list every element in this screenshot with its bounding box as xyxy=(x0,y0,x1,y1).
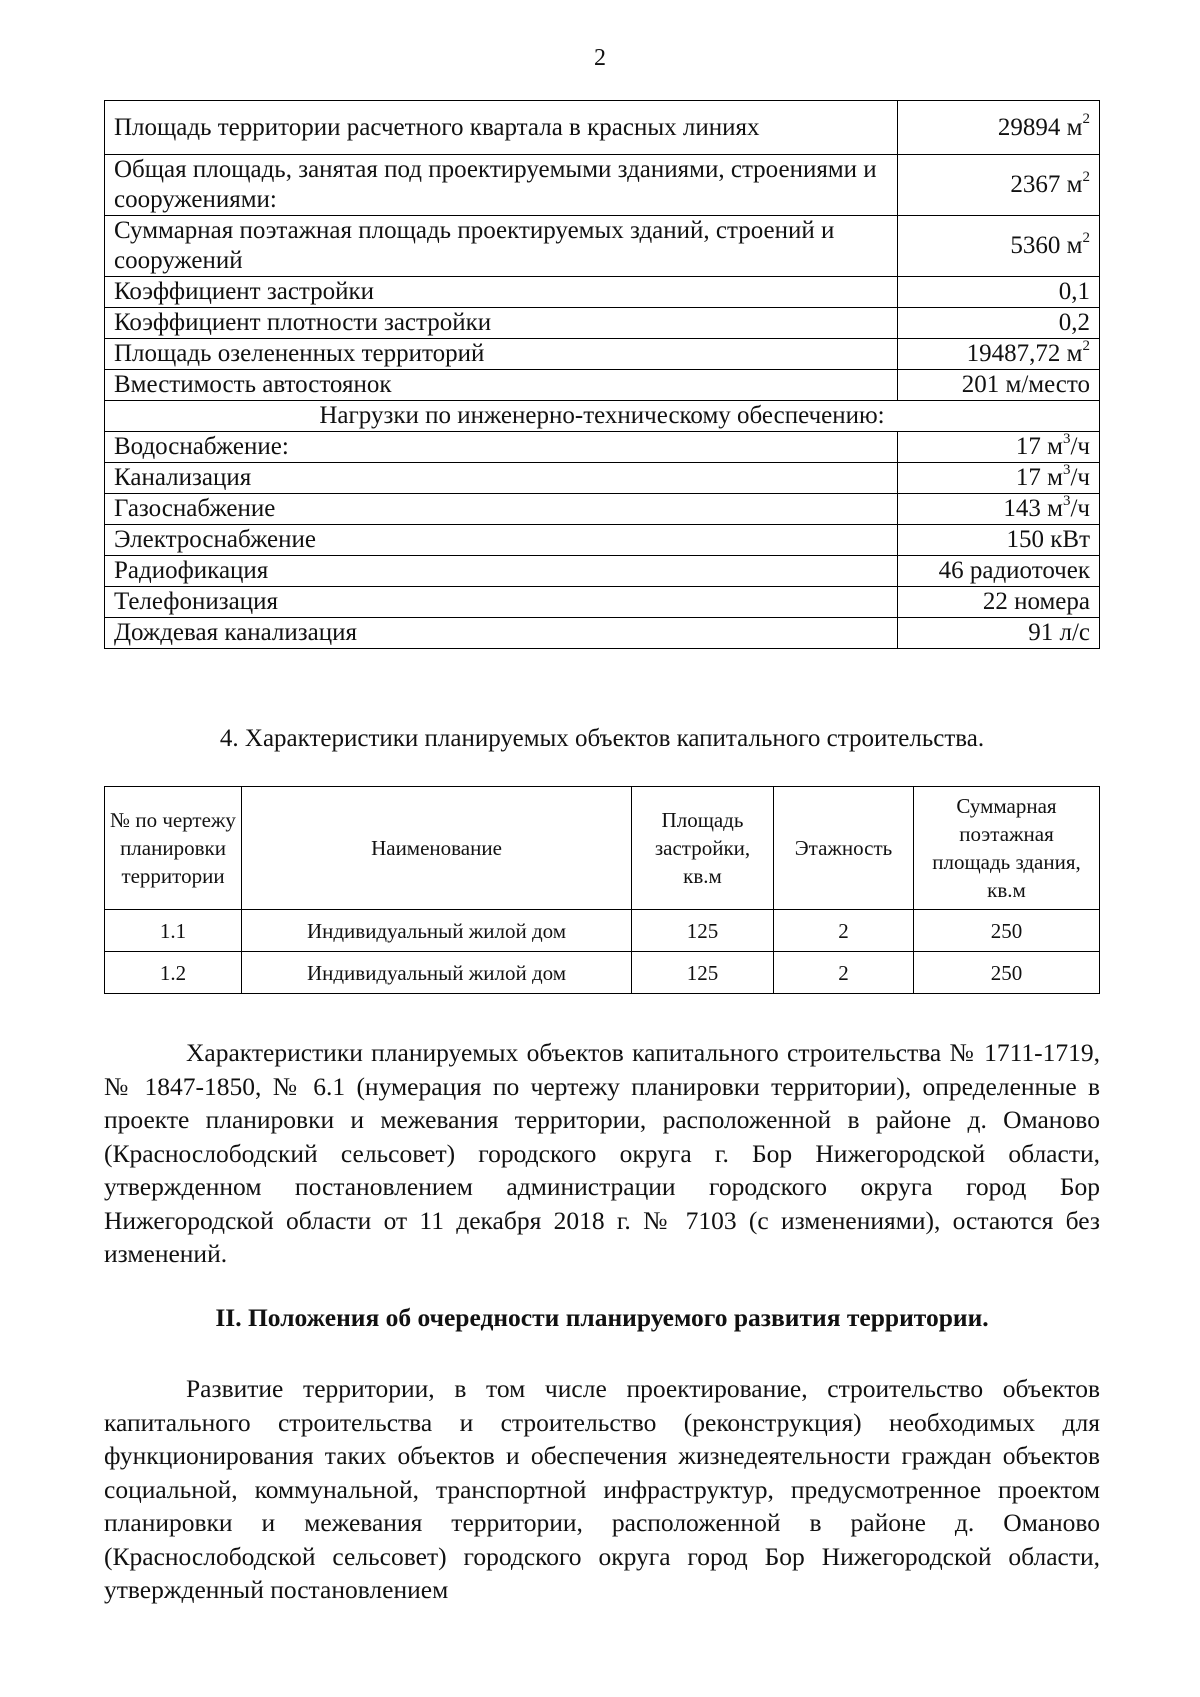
load-label: Газоснабжение xyxy=(105,494,898,525)
cell-area: 125 xyxy=(632,952,774,994)
cell-total-area: 250 xyxy=(914,910,1100,952)
table-row xyxy=(105,155,1100,216)
param-label: Площадь озелененных территорий xyxy=(105,339,898,370)
param-label: Коэффициент застройки xyxy=(105,277,898,308)
table-row xyxy=(105,101,1100,155)
param-value: 5360 $м^2$ xyxy=(898,216,1100,277)
load-value: 150 кВт xyxy=(898,525,1100,556)
cell-floors: 2 xyxy=(774,910,914,952)
cell-name: Индивидуальный жилой дом xyxy=(242,910,632,952)
cell-area: 125 xyxy=(632,910,774,952)
paragraph-characteristics: Характеристики планируемых объектов капитального строительства № 1711-1719, № 1847-1850, № 6.1 (нумерация по чертежу планировки территории), определенные в проекте планировки и межевания территории, расположенной в районе д. Омановo (Краснослободский сельсовет) городского округа г. Бор Нижегородской области, утвержденном постановлением администрации городского округа город Бор Нижегородской области от 11 декабря 2018 г. № 7103 (с изменениями), остаются без изменений. xyxy=(104,1038,1100,1268)
paragraph-development: Развитие территории, в том числе проектирование, строительство объектов капитального строительства и строительство (реконструкция) необходимых для функционирования таких объектов и обеспечения жизнедеятельности граждан объектов социальной, коммунальной, транспортной инфраструктур, предусмотренное проектом планировки и межевания территории, расположенной в районе д. Оманово (Краснослободской сельсовет) городского округа город Бор Нижегородской области, утвержденный постановлением xyxy=(104,1374,1100,1604)
load-value: 46 радиоточек xyxy=(898,556,1100,587)
table-row xyxy=(105,556,1100,587)
table-row xyxy=(105,910,1100,952)
load-label: Водоснабжение: xyxy=(105,432,898,463)
header-area: Площадь застройки, кв.м xyxy=(632,787,774,910)
table-header-row xyxy=(105,787,1100,910)
load-value: 91 л/с xyxy=(898,618,1100,649)
load-label: Электроснабжение xyxy=(105,525,898,556)
table-row xyxy=(105,618,1100,649)
table-row xyxy=(105,525,1100,556)
cell-number: 1.1 xyxy=(105,910,242,952)
table-row xyxy=(105,432,1100,463)
param-value: 2367 $м^2$ xyxy=(898,155,1100,216)
cell-name: Индивидуальный жилой дом xyxy=(242,952,632,994)
load-value: 143 $м^3/ч$ xyxy=(898,494,1100,525)
param-value: 19487,72 $м^2$ xyxy=(898,339,1100,370)
table-row xyxy=(105,339,1100,370)
header-number: № по чертежу планировки территории xyxy=(105,787,242,910)
cell-number: 1.2 xyxy=(105,952,242,994)
header-name: Наименование xyxy=(242,787,632,910)
page-number: 2 xyxy=(594,45,606,71)
load-label: Дождевая канализация xyxy=(105,618,898,649)
table-row xyxy=(105,401,1100,432)
objects-table xyxy=(104,786,1100,994)
param-label: Вместимость автостоянок xyxy=(105,370,898,401)
load-label: Канализация xyxy=(105,463,898,494)
load-label: Радиофикация xyxy=(105,556,898,587)
cell-floors: 2 xyxy=(774,952,914,994)
parameters-table xyxy=(104,100,1100,649)
param-value: 0,1 xyxy=(898,277,1100,308)
load-value: 22 номера xyxy=(898,587,1100,618)
section-2-title: II. Положения об очередности планируемого развития территории. xyxy=(215,1303,989,1332)
param-label: Суммарная поэтажная площадь проектируемых зданий, строений и сооружений xyxy=(105,216,898,277)
table-row xyxy=(105,370,1100,401)
table-row xyxy=(105,216,1100,277)
load-label: Телефонизация xyxy=(105,587,898,618)
table-row xyxy=(105,277,1100,308)
header-total-area: Суммарная поэтажная площадь здания, кв.м xyxy=(914,787,1100,910)
header-floors: Этажность xyxy=(774,787,914,910)
load-value: 17 $м^3/ч$ xyxy=(898,463,1100,494)
param-label: Общая площадь, занятая под проектируемыми зданиями, строениями и сооружениями: xyxy=(105,155,898,216)
table-row xyxy=(105,494,1100,525)
section-4-title: 4. Характеристики планируемых объектов капитального строительства. xyxy=(219,725,985,752)
param-value: 201 м/место xyxy=(898,370,1100,401)
table-row xyxy=(105,587,1100,618)
loads-header: Нагрузки по инженерно-техническому обеспечению: xyxy=(105,401,1100,432)
param-value: 0,2 xyxy=(898,308,1100,339)
param-label: Площадь территории расчетного квартала в красных линиях xyxy=(105,101,898,155)
table-row xyxy=(105,952,1100,994)
table-row xyxy=(105,308,1100,339)
table-row xyxy=(105,463,1100,494)
cell-total-area: 250 xyxy=(914,952,1100,994)
param-value: 29894 $м^2$ xyxy=(898,101,1100,155)
param-label: Коэффициент плотности застройки xyxy=(105,308,898,339)
load-value: 17 $м^3/ч$ xyxy=(898,432,1100,463)
